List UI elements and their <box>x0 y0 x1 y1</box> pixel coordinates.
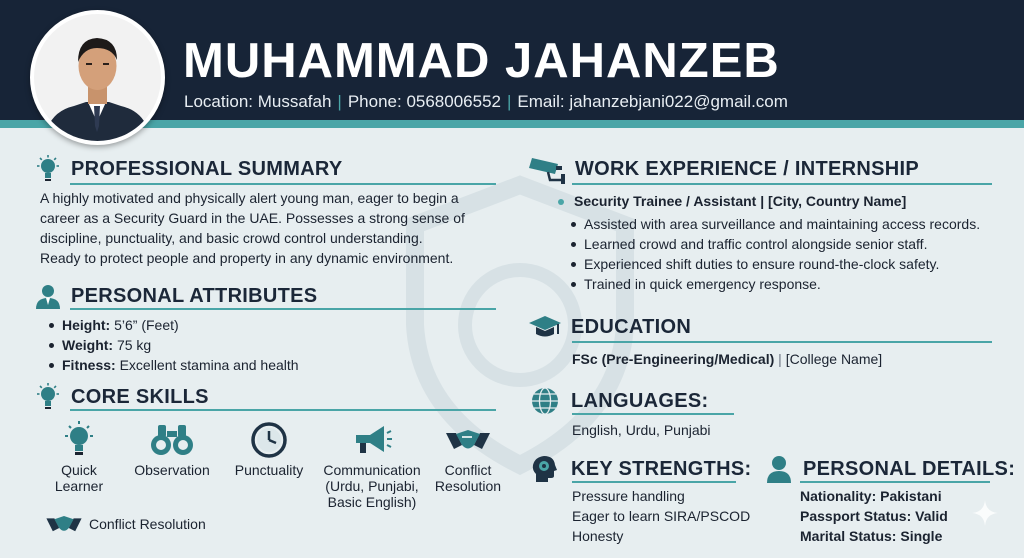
header-accent-bar <box>0 120 1024 128</box>
candidate-name: MUHAMMAD JAHANZEB <box>183 34 780 88</box>
strengths-heading <box>528 455 752 483</box>
skill-conflict-resolution <box>430 420 506 494</box>
binoculars-icon <box>128 420 216 460</box>
list-item: Nationality: Pakistani <box>800 488 942 504</box>
phone-text: Phone: 0568006552 <box>347 92 501 111</box>
cctv-camera-icon <box>528 155 566 183</box>
attributes-list <box>44 315 299 375</box>
summary-line: discipline, punctuality, and basic crowd control understanding. <box>40 230 423 246</box>
skill-quick-learner <box>40 420 118 494</box>
attributes-heading <box>34 282 317 310</box>
skill-communication <box>318 420 426 510</box>
section-title: PROFESSIONAL SUMMARY <box>71 157 343 180</box>
section-divider <box>70 308 496 310</box>
languages-text: English, Urdu, Punjabi <box>572 422 711 438</box>
list-item: Experienced shift duties to ensure round-the-clock safety. <box>566 254 980 274</box>
section-title: WORK EXPERIENCE / INTERNSHIP <box>575 157 919 180</box>
handshake-icon <box>430 420 506 460</box>
graduation-cap-icon <box>528 313 562 341</box>
skill-observation <box>128 420 216 478</box>
section-divider <box>70 183 496 185</box>
skill-label: Observation <box>134 462 210 478</box>
languages-heading <box>528 387 708 415</box>
contact-line <box>184 92 788 112</box>
megaphone-icon <box>318 420 426 460</box>
personal-heading <box>764 455 1015 483</box>
skill-punctuality <box>226 420 312 478</box>
list-item: Eager to learn SIRA/PSCOD <box>572 508 751 524</box>
list-item: Learned crowd and traffic control alongside senior staff. <box>566 234 980 254</box>
strengths-list <box>572 486 750 546</box>
section-title: KEY STRENGTHS: <box>571 457 752 480</box>
section-title: LANGUAGES: <box>571 389 709 412</box>
skill-label: Communication (Urdu, Punjabi, Basic English) <box>323 462 421 510</box>
profile-photo <box>30 10 165 145</box>
lightbulb-icon <box>34 383 62 411</box>
skill-label: Conflict Resolution <box>89 516 206 532</box>
head-gears-icon <box>528 455 562 483</box>
section-title: PERSONAL ATTRIBUTES <box>71 284 318 307</box>
globe-icon <box>528 387 562 415</box>
list-item: Honesty <box>572 528 624 544</box>
summary-heading <box>34 155 343 183</box>
skill-label: Quick Learner <box>54 462 104 494</box>
work-bullets <box>566 214 980 294</box>
section-divider <box>572 481 736 483</box>
list-item: Weight: 75 kg <box>44 335 299 355</box>
contact-separator: | <box>507 92 512 111</box>
summary-text <box>40 188 510 268</box>
list-item: Passport Status: Valid <box>800 508 948 524</box>
location-text: Location: Mussafah <box>184 92 332 111</box>
sparkle-icon <box>972 500 998 526</box>
section-divider <box>572 183 992 185</box>
education-heading <box>528 313 691 341</box>
clock-icon <box>226 420 312 460</box>
section-title: EDUCATION <box>571 315 692 338</box>
work-heading <box>528 155 919 183</box>
lightbulb-icon <box>34 155 62 183</box>
list-item: Height: 5’6” (Feet) <box>44 315 299 335</box>
summary-line: Ready to protect people and property in any dynamic environment. <box>40 250 454 266</box>
job-title: Security Trainee / Assistant | [City, Country Name] <box>558 193 906 209</box>
person-icon <box>764 455 794 483</box>
summary-line: career as a Security Guard in the UAE. Possesses a strong sense of <box>40 210 465 226</box>
education-text: FSc (Pre-Engineering/Medical) | [College Name] <box>572 351 883 367</box>
section-divider <box>572 341 992 343</box>
skill-label: Conflict Resolution <box>434 462 502 494</box>
section-divider <box>800 481 990 483</box>
summary-line: A highly motivated and physically alert young man, eager to begin a <box>40 190 459 206</box>
extra-skill <box>44 510 206 538</box>
list-item: Assisted with area surveillance and maintaining access records. <box>566 214 980 234</box>
handshake-icon <box>44 510 84 538</box>
list-item: Fitness: Excellent stamina and health <box>44 355 299 375</box>
skills-heading <box>34 383 209 411</box>
section-divider <box>572 413 734 415</box>
personal-list <box>800 486 948 546</box>
person-icon <box>34 282 62 310</box>
skill-label: Punctuality <box>234 462 304 478</box>
section-divider <box>70 409 496 411</box>
list-item: Pressure handling <box>572 488 685 504</box>
list-item: Trained in quick emergency response. <box>566 274 980 294</box>
section-title: CORE SKILLS <box>71 385 209 408</box>
list-item: Marital Status: Single <box>800 528 943 544</box>
section-title: PERSONAL DETAILS: <box>803 457 1016 480</box>
lightbulb-icon <box>40 420 118 460</box>
contact-separator: | <box>337 92 342 111</box>
email-text: Email: jahanzebjani022@gmail.com <box>517 92 788 111</box>
bullet-dot <box>558 199 564 205</box>
